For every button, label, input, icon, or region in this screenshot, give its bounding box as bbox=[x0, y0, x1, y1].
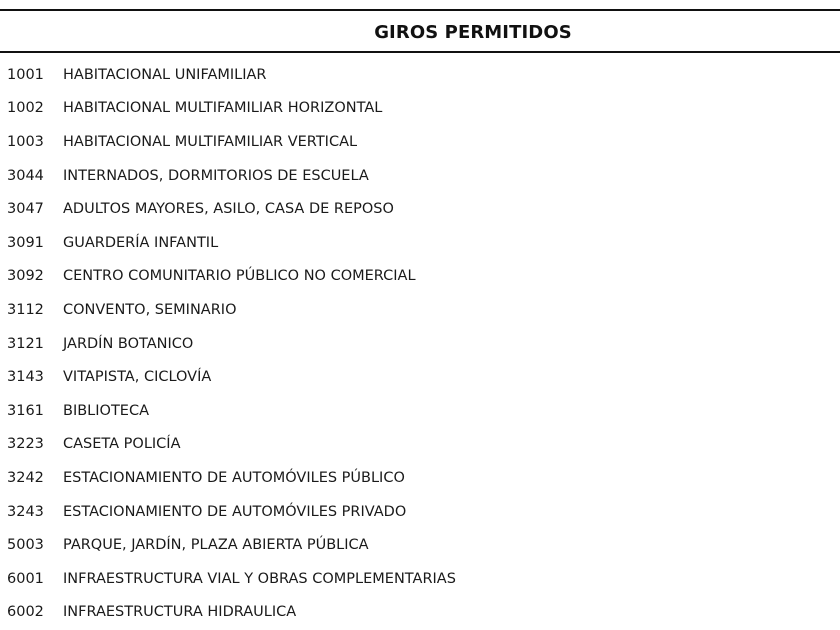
list-item bbox=[0, 528, 840, 562]
use-description: INTERNADOS, DORMITORIOS DE ESCUELA bbox=[63, 167, 369, 184]
use-code: 3047 bbox=[7, 201, 44, 218]
use-description: ESTACIONAMIENTO DE AUTOMÓVILES PÚBLICO bbox=[63, 469, 405, 486]
use-description: BIBLIOTECA bbox=[63, 402, 150, 419]
list-item bbox=[0, 226, 840, 260]
use-code: 3044 bbox=[7, 167, 44, 184]
use-code: 1002 bbox=[7, 100, 44, 117]
use-code: 3143 bbox=[7, 369, 44, 386]
list-item bbox=[0, 461, 840, 495]
list-item bbox=[0, 125, 840, 159]
list-item bbox=[0, 495, 840, 529]
use-description: JARDÍN BOTANICO bbox=[63, 335, 194, 352]
use-code: 3161 bbox=[7, 402, 44, 419]
table-header bbox=[0, 9, 840, 53]
list-item bbox=[0, 92, 840, 126]
list-item bbox=[0, 260, 840, 294]
use-description: GUARDERÍA INFANTIL bbox=[63, 234, 219, 251]
use-description: ADULTOS MAYORES, ASILO, CASA DE REPOSO bbox=[63, 201, 394, 218]
list-item bbox=[0, 327, 840, 361]
use-description: CASETA POLICÍA bbox=[63, 436, 181, 453]
use-description: HABITACIONAL MULTIFAMILIAR HORIZONTAL bbox=[63, 100, 383, 117]
use-description: CENTRO COMUNITARIO PÚBLICO NO COMERCIAL bbox=[63, 268, 416, 285]
list-item bbox=[0, 596, 840, 630]
use-description: VITAPISTA, CICLOVÍA bbox=[63, 369, 212, 386]
use-code: 3112 bbox=[7, 301, 44, 318]
use-description: INFRAESTRUCTURA VIAL Y OBRAS COMPLEMENTARIAS bbox=[63, 570, 456, 587]
use-description: HABITACIONAL MULTIFAMILIAR VERTICAL bbox=[63, 133, 358, 150]
use-description: ESTACIONAMIENTO DE AUTOMÓVILES PRIVADO bbox=[63, 503, 407, 520]
use-code: 6001 bbox=[7, 570, 44, 587]
list-item bbox=[0, 58, 840, 92]
list-item bbox=[0, 360, 840, 394]
use-code: 5003 bbox=[7, 537, 44, 554]
list-item bbox=[0, 159, 840, 193]
use-code: 3092 bbox=[7, 268, 44, 285]
use-code: 1001 bbox=[7, 66, 44, 83]
use-code: 6002 bbox=[7, 604, 44, 621]
page-title: GIROS PERMITIDOS bbox=[374, 22, 572, 43]
use-code: 1003 bbox=[7, 133, 44, 150]
use-code: 3243 bbox=[7, 503, 44, 520]
use-description: CONVENTO, SEMINARIO bbox=[63, 301, 237, 318]
use-description: INFRAESTRUCTURA HIDRAULICA bbox=[63, 604, 297, 621]
list-item bbox=[0, 562, 840, 596]
list-item bbox=[0, 394, 840, 428]
use-code: 3121 bbox=[7, 335, 44, 352]
use-code: 3242 bbox=[7, 469, 44, 486]
use-description: PARQUE, JARDÍN, PLAZA ABIERTA PÚBLICA bbox=[63, 537, 369, 554]
use-description: HABITACIONAL UNIFAMILIAR bbox=[63, 66, 267, 83]
list-item bbox=[0, 293, 840, 327]
list-item bbox=[0, 428, 840, 462]
permitted-uses-list bbox=[0, 58, 840, 629]
use-code: 3091 bbox=[7, 234, 44, 251]
list-item bbox=[0, 192, 840, 226]
use-code: 3223 bbox=[7, 436, 44, 453]
